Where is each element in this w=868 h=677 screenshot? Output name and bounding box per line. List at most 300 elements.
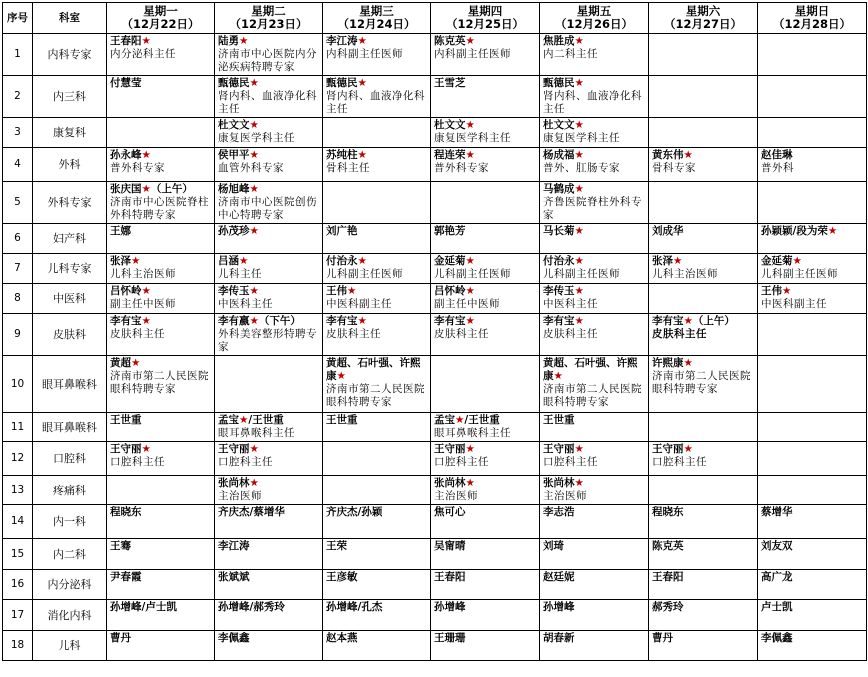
schedule-cell [323,182,431,224]
doctor-name [218,414,319,427]
department-name: 内分泌科 [33,570,107,600]
doctor-name [543,35,645,48]
table-row [3,570,867,600]
star-icon: ★ [465,149,475,161]
doctor-title: 口腔科主任 [543,456,598,468]
doctor-name-text: 孙颖颖/段为荣 [761,225,828,237]
doctor-title: 眼耳鼻喉科主任 [434,427,511,439]
star-icon: ★ [465,477,475,489]
doctor-name [110,225,211,238]
doctor-name-text: 赵本燕 [326,632,358,644]
schedule-cell [758,570,867,600]
department-name: 眼耳鼻喉科 [33,356,107,413]
doctor-name [652,632,754,645]
doctor-title: 骨科专家 [652,162,696,174]
schedule-cell [215,476,323,505]
doctor-name-text: 张尚林 [543,477,575,489]
schedule-cell [323,254,431,284]
star-icon: ★ [357,149,367,161]
department-name: 眼耳鼻喉科 [33,413,107,442]
schedule-cell [215,442,323,476]
department-name: 康复科 [33,118,107,148]
doctor-name-text: 赵廷妮 [543,571,575,583]
doctor-title: 济南市第二人民医院眼科特聘专家 [110,370,209,395]
schedule-cell [107,148,215,182]
schedule-cell [215,413,323,442]
doctor-name-text: 许熙康 [652,357,684,369]
doctor-name [434,414,536,427]
schedule-cell [649,76,758,118]
schedule-cell [431,148,540,182]
schedule-cell [758,224,867,254]
star-icon: ★ [465,255,475,267]
schedule-cell [323,476,431,505]
schedule-cell [649,631,758,661]
doctor-name-text: 李有宝 [543,315,575,327]
doctor-name [543,601,645,614]
star-icon: ★ [249,119,259,131]
doctor-name-text: 金延菊 [434,255,466,267]
department-name: 妇产科 [33,224,107,254]
doctor-name [652,149,754,162]
schedule-cell [431,314,540,356]
department-name: 外科专家 [33,182,107,224]
doctor-title: 儿科副主任医师 [761,268,838,280]
doctor-title: 康复医学科主任 [434,132,511,144]
doctor-name-text: 吕怀岭 [110,285,142,297]
schedule-cell [649,118,758,148]
schedule-cell [540,254,649,284]
doctor-name [434,315,536,328]
time-note: （上午） [150,183,193,195]
doctor-title: 口腔科主任 [652,456,707,468]
schedule-cell [540,284,649,314]
doctor-name [434,35,536,48]
doctor-title: 副主任中医师 [110,298,176,310]
doctor-name [326,571,427,584]
schedule-cell [649,284,758,314]
doctor-title: 儿科主治医师 [652,268,718,280]
doctor-name-text: 王世重 [543,414,575,426]
day-header: 星期五 （12月26日） [540,3,649,34]
doctor-name-text: 胡春新 [543,632,575,644]
star-icon: ★ [574,35,584,47]
schedule-cell [540,34,649,76]
day-header: 星期四 （12月25日） [431,3,540,34]
star-icon: ★ [782,285,792,297]
doctor-name-text: 杜文文 [543,119,575,131]
schedule-cell [540,505,649,539]
doctor-name-text: 黄超、石叶强、许熙康 [543,357,638,382]
doctor-name [110,255,211,268]
doctor-name [543,414,645,427]
doctor-name [434,540,536,553]
doctor-name [218,506,319,519]
row-index: 6 [3,224,33,254]
schedule-cell [215,284,323,314]
table-row [3,631,867,661]
time-note: （上午） [692,315,735,327]
doctor-name [543,632,645,645]
doctor-name [761,285,863,298]
doctor-name-text: 王娜 [110,225,131,237]
doctor-name [761,255,863,268]
doctor-name [110,540,211,553]
department-name: 内一科 [33,505,107,539]
doctor-name [110,183,211,196]
doctor-name [652,225,754,238]
doctor-title: 皮肤科主任 [652,328,707,340]
star-icon: ★ [683,149,693,161]
doctor-name [110,443,211,456]
schedule-cell [758,505,867,539]
schedule-cell [431,284,540,314]
doctor-title: 主治医师 [434,490,478,502]
doctor-name [434,632,536,645]
doctor-title: 济南市中心医院内分泌疾病特聘专家 [218,48,317,73]
schedule-cell [107,314,215,356]
doctor-name [543,443,645,456]
doctor-name-suffix: /王世重 [248,414,284,426]
row-index: 8 [3,284,33,314]
doctor-name-text: 张斌斌 [218,571,250,583]
star-icon: ★ [574,119,584,131]
star-icon: ★ [239,35,249,47]
star-icon: ★ [249,477,259,489]
doctor-name [434,149,536,162]
schedule-cell [431,631,540,661]
schedule-cell [431,600,540,631]
doctor-title: 内科副主任医师 [434,48,511,60]
doctor-name-text: 吕涵 [218,255,239,267]
doctor-title: 普外科专家 [110,162,165,174]
doctor-title: 中医科副主任 [761,298,827,310]
schedule-cell [540,413,649,442]
doctor-name [434,255,536,268]
doctor-name [110,77,211,90]
doctor-name [761,225,863,238]
schedule-cell [540,570,649,600]
doctor-name-text: 黄超、石叶强、许熙康 [326,357,421,382]
doctor-name [110,149,211,162]
department-name: 疼痛科 [33,476,107,505]
table-row [3,148,867,182]
schedule-cell [323,148,431,182]
doctor-name-text: 焦可心 [434,506,466,518]
row-index: 15 [3,539,33,570]
schedule-cell [758,631,867,661]
schedule-cell [323,631,431,661]
doctor-name-text: 孟宝 [434,414,455,426]
day-header: 星期二 （12月23日） [215,3,323,34]
doctor-title: 内分泌科主任 [110,48,176,60]
doctor-name [110,315,211,328]
schedule-cell [431,413,540,442]
star-icon: ★ [141,183,151,195]
star-icon: ★ [574,149,584,161]
star-icon: ★ [827,225,838,237]
schedule-cell [649,314,758,356]
doctor-name [218,477,319,490]
doctor-name-text: 李有宝 [434,315,466,327]
schedule-cell [540,631,649,661]
header-row [3,3,867,34]
schedule-cell [431,356,540,413]
doctor-name-text: 李传玉 [543,285,575,297]
star-icon: ★ [141,285,151,297]
doctor-name-text: 程晓东 [652,506,684,518]
doctor-name [652,357,754,370]
doctor-name [434,506,536,519]
doctor-name-text: 焦胜成 [543,35,575,47]
doctor-name-text: 郭艳芳 [434,225,466,237]
doctor-title: 眼耳鼻喉科主任 [218,427,295,439]
doctor-name-text: 李有宝 [652,315,684,327]
schedule-cell [323,76,431,118]
doctor-title: 普外科专家 [434,162,489,174]
schedule-cell [431,34,540,76]
doctor-name-text: 李有嬴 [218,315,250,327]
schedule-cell [431,118,540,148]
doctor-name [543,255,645,268]
schedule-cell [758,356,867,413]
schedule-cell [323,539,431,570]
doctor-name [218,183,319,196]
table-row [3,314,867,356]
doctor-name [652,315,754,328]
doctor-name [110,35,211,48]
star-icon: ★ [249,225,259,237]
star-icon: ★ [465,285,475,297]
row-index: 17 [3,600,33,631]
schedule-cell [107,356,215,413]
doctor-name-text: 陆勇 [218,35,239,47]
doctor-title: 口腔科主任 [110,456,165,468]
doctor-name [543,225,645,238]
doctor-title: 皮肤科主任 [110,328,165,340]
doctor-name-text: 孙增峰/卢士凯 [110,601,177,613]
doctor-name-text: 甄德民 [326,77,358,89]
doctor-name [110,285,211,298]
schedule-cell [107,539,215,570]
doctor-name-text: 蔡增华 [761,506,793,518]
star-icon: ★ [574,443,584,455]
schedule-cell [431,442,540,476]
doctor-name [218,540,319,553]
schedule-cell [758,539,867,570]
doctor-name [761,632,863,645]
doctor-name [543,477,645,490]
doctor-name [326,285,427,298]
schedule-cell [107,505,215,539]
doctor-name-text: 王荣 [326,540,347,552]
doctor-title: 副主任中医师 [434,298,500,310]
row-index: 4 [3,148,33,182]
doctor-name [761,601,863,614]
doctor-name [110,414,211,427]
table-row [3,76,867,118]
star-icon: ★ [683,315,693,327]
schedule-cell [215,600,323,631]
row-index: 1 [3,34,33,76]
schedule-cell [215,34,323,76]
doctor-name [326,414,427,427]
doctor-name-text: 孙增峰 [434,601,466,613]
schedule-cell [215,631,323,661]
row-index: 14 [3,505,33,539]
schedule-body [3,34,867,661]
doctor-name [434,77,536,90]
star-icon: ★ [683,357,693,369]
schedule-cell [215,505,323,539]
doctor-name-text: 张庆国 [110,183,142,195]
doctor-title: 儿科副主任医师 [326,268,403,280]
doctor-name-text: 王守丽 [434,443,466,455]
schedule-cell [540,314,649,356]
doctor-title: 中医科副主任 [326,298,392,310]
doctor-name [218,632,319,645]
star-icon: ★ [465,443,475,455]
doctor-name-text: 吴甯晴 [434,540,466,552]
doctor-name-text: 李佩鑫 [218,632,250,644]
doctor-name [543,357,645,383]
department-name: 内二科 [33,539,107,570]
doctor-name-text: 李有宝 [326,315,358,327]
schedule-cell [215,118,323,148]
schedule-cell [215,224,323,254]
doctor-title: 康复医学科主任 [218,132,295,144]
star-icon: ★ [141,35,151,47]
doctor-name [218,571,319,584]
table-row [3,34,867,76]
doctor-name [110,601,211,614]
schedule-cell [107,284,215,314]
doctor-title: 普外、肛肠专家 [543,162,620,174]
schedule-cell [431,505,540,539]
doctor-name [434,119,536,132]
doctor-name [110,506,211,519]
schedule-cell [649,34,758,76]
doctor-name-text: 甄德民 [218,77,250,89]
star-icon: ★ [792,255,802,267]
doctor-title: 儿科主治医师 [110,268,176,280]
doctor-name-text: 李佩鑫 [761,632,793,644]
doctor-name-text: 孙增峰/郝秀玲 [218,601,285,613]
schedule-cell [215,356,323,413]
doctor-name-text: 李江涛 [326,35,358,47]
schedule-cell [431,76,540,118]
schedule-cell [758,148,867,182]
star-icon: ★ [131,255,141,267]
star-icon: ★ [249,443,259,455]
row-index: 11 [3,413,33,442]
schedule-cell [540,118,649,148]
doctor-name-text: 王守丽 [110,443,142,455]
star-icon: ★ [141,149,151,161]
schedule-cell [649,570,758,600]
doctor-name-text: 陈克英 [652,540,684,552]
doctor-name [110,632,211,645]
doctor-name [652,601,754,614]
row-index: 2 [3,76,33,118]
schedule-cell [215,314,323,356]
doctor-name-text: 张尚林 [434,477,466,489]
row-index: 10 [3,356,33,413]
department-name: 内三科 [33,76,107,118]
row-index: 3 [3,118,33,148]
schedule-cell [758,118,867,148]
doctor-name [110,571,211,584]
schedule-cell [431,254,540,284]
schedule-cell [540,182,649,224]
doctor-title: 皮肤科主任 [434,328,489,340]
star-icon: ★ [239,414,249,426]
schedule-cell [649,505,758,539]
doctor-name-text: 李江涛 [218,540,250,552]
doctor-name-text: 金延菊 [761,255,793,267]
doctor-name [761,540,863,553]
schedule-cell [649,224,758,254]
doctor-name-text: 李有宝 [110,315,142,327]
doctor-name [218,315,319,328]
schedule-cell [540,224,649,254]
doctor-name [326,540,427,553]
table-row [3,254,867,284]
star-icon: ★ [249,183,259,195]
schedule-cell [431,182,540,224]
time-note: （下午） [258,315,301,327]
doctor-name [543,315,645,328]
doctor-name-text: 曹丹 [652,632,673,644]
table-row [3,600,867,631]
doctor-title: 口腔科主任 [218,456,273,468]
doctor-name [543,149,645,162]
doctor-name [326,632,427,645]
doctor-name-text: 王伟 [326,285,347,297]
doctor-name-text: 齐庆杰/蔡增华 [218,506,285,518]
row-index: 12 [3,442,33,476]
doctor-name-text: 张泽 [652,255,673,267]
doctor-name-text: 高广龙 [761,571,793,583]
table-row [3,413,867,442]
doctor-name-text: 王雪芝 [434,77,466,89]
table-row [3,539,867,570]
doctor-title: 齐鲁医院脊柱外科专家 [543,196,642,221]
doctor-name-text: 刘成华 [652,225,684,237]
star-icon: ★ [357,315,367,327]
star-icon: ★ [673,255,683,267]
doctor-name-text: 吕怀岭 [434,285,466,297]
star-icon: ★ [239,255,249,267]
star-icon: ★ [465,315,475,327]
schedule-cell [215,76,323,118]
schedule-cell [431,476,540,505]
doctor-name [761,506,863,519]
doctor-title: 康复医学科主任 [543,132,620,144]
doctor-name [218,119,319,132]
star-icon: ★ [574,225,584,237]
doctor-name [326,225,427,238]
schedule-cell [758,34,867,76]
doctor-title: 儿科副主任医师 [434,268,511,280]
schedule-cell [649,182,758,224]
doctor-name-text: 孙茂珍 [218,225,250,237]
schedule-cell [758,413,867,442]
doctor-title: 血管外科专家 [218,162,284,174]
doctor-name-text: 王守丽 [543,443,575,455]
doctor-name [543,540,645,553]
doctor-name-text: 刘友双 [761,540,793,552]
